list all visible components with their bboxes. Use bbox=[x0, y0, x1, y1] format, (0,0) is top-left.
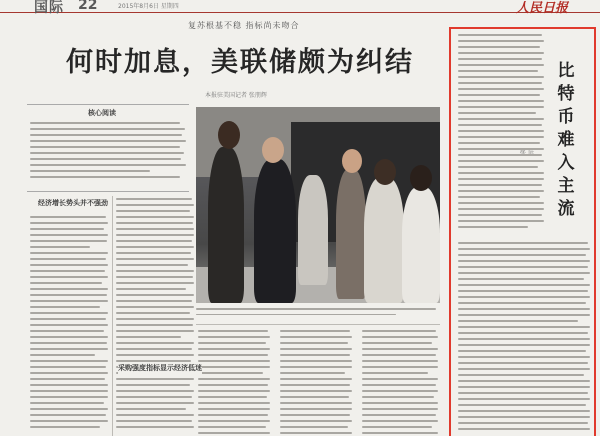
article-kicker: 复苏根基不稳 指标尚未吻合 bbox=[188, 21, 300, 30]
summary-box-title: 核心阅读 bbox=[88, 109, 116, 117]
page-number: 22 bbox=[78, 0, 98, 13]
article-headline: 何时加息，美联储颇为纠结 bbox=[66, 47, 414, 78]
masthead-logo: 人民日报 bbox=[515, 1, 568, 16]
sidebar-body-top bbox=[458, 34, 544, 234]
section-name: 国际 bbox=[34, 0, 64, 16]
body-column-4 bbox=[280, 330, 352, 436]
body-column-2 bbox=[116, 198, 194, 436]
body-column-5 bbox=[362, 330, 438, 436]
article-byline: 本报驻美国记者 张朋辉 bbox=[205, 92, 267, 99]
body-column-1 bbox=[30, 216, 110, 436]
photo-caption bbox=[196, 308, 440, 318]
subhead-procurement: 采购强度指标显示经济低迷 bbox=[118, 364, 202, 372]
publication-date: 2015年8月6日 星期四 bbox=[118, 3, 179, 10]
summary-box-text bbox=[30, 122, 186, 186]
subhead-growth: 经济增长势头并不强劲 bbox=[38, 199, 108, 207]
page-header bbox=[0, 0, 600, 16]
body-column-3 bbox=[198, 330, 270, 436]
news-photo bbox=[196, 107, 440, 303]
sidebar-title: 比特币难入主流 bbox=[557, 61, 575, 219]
sidebar-body-bottom bbox=[458, 242, 590, 436]
